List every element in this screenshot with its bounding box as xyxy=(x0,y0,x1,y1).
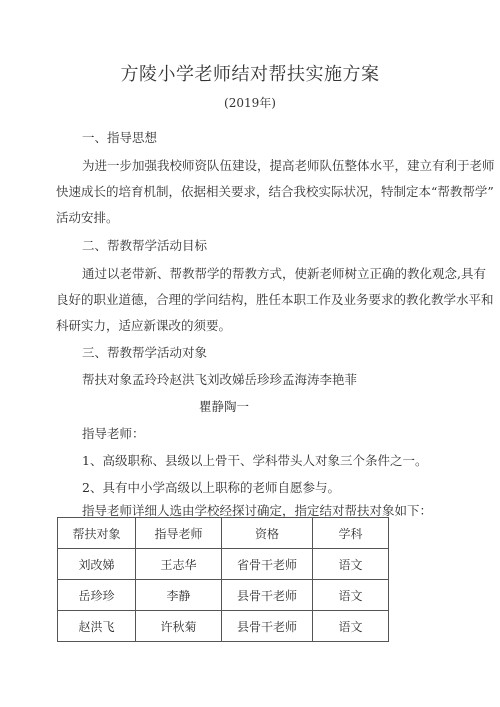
criteria-item: 2、具有中小学高级以上职称的老师自愿参与。 xyxy=(82,480,340,495)
table-cell: 赵洪飞 xyxy=(58,611,136,642)
table-cell: 语文 xyxy=(313,549,389,580)
document-year: (2019年) xyxy=(224,96,276,110)
header-cell: 资格 xyxy=(222,518,313,549)
paragraph-line: 快速成长的培育机制，依据相关要求，结合我校实际状况，特制定本“帮教帮学” xyxy=(56,184,494,199)
table-cell: 省骨干老师 xyxy=(222,549,313,580)
table-row xyxy=(58,611,389,642)
table-cell: 县骨干老师 xyxy=(222,611,313,642)
table-cell: 县骨干老师 xyxy=(222,580,313,611)
paragraph-line: 良好的职业道德，合理的学问结构，胜任本职工作及业务要求的教化教学水平和 xyxy=(56,292,494,307)
criteria-item: 1、高级职称、县级以上骨干、学科带头人对象三个条件之一。 xyxy=(82,453,428,468)
table-header-row xyxy=(58,518,389,549)
section-heading-activity-goals: 二、帮教帮学活动目标 xyxy=(82,238,208,253)
section-heading-activity-targets: 三、帮教帮学活动对象 xyxy=(82,345,208,360)
section-heading-guiding-ideology: 一、指导思想 xyxy=(82,130,158,145)
table-cell: 许秋菊 xyxy=(136,611,222,642)
table-cell: 语文 xyxy=(313,611,389,642)
paragraph-line: 科研实力，适应新课改的须要。 xyxy=(56,318,232,333)
header-cell: 学科 xyxy=(313,518,389,549)
paragraph-line: 通过以老带新、帮教帮学的帮教方式，使新老师树立正确的教化观念,具有 xyxy=(82,266,486,281)
targets-line: 帮扶对象孟玲玲赵洪飞刘改娣岳珍珍孟海涛李艳菲 xyxy=(82,372,358,387)
pairing-table xyxy=(57,517,389,642)
table-cell: 刘改娣 xyxy=(58,549,136,580)
table-cell: 李静 xyxy=(136,580,222,611)
targets-line: 瞿静陶一 xyxy=(199,399,250,414)
header-cell: 指导老师 xyxy=(136,518,222,549)
table-cell: 王志华 xyxy=(136,549,222,580)
table-row xyxy=(58,549,389,580)
paragraph-line: 为进一步加强我校师资队伍建设，提高老师队伍整体水平，建立有利于老师 xyxy=(82,158,495,173)
mentor-label: 指导老师： xyxy=(82,426,145,441)
table-intro: 指导老师详细人选由学校经探讨确定，指定结对帮扶对象如下： xyxy=(82,503,433,518)
table-cell: 语文 xyxy=(313,580,389,611)
header-cell: 帮扶对象 xyxy=(58,518,136,549)
document-title: 方陵小学老师结对帮扶实施方案 xyxy=(120,64,380,85)
table-row xyxy=(58,580,389,611)
table-cell: 岳珍珍 xyxy=(58,580,136,611)
paragraph-line: 活动安排。 xyxy=(56,210,119,225)
